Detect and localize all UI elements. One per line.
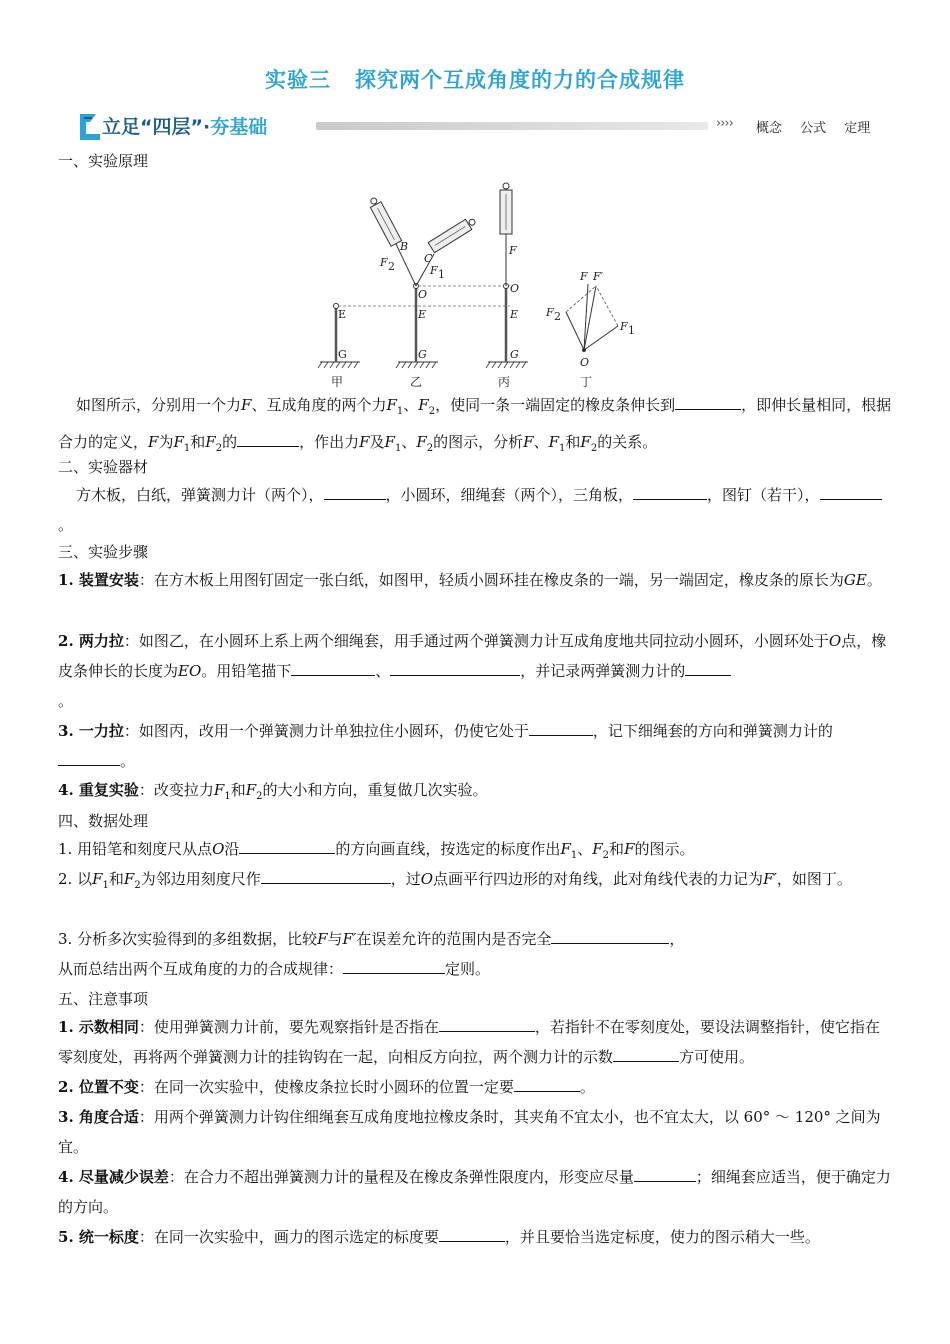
label-F2-ding: F (546, 306, 554, 319)
blank-data-1[interactable] (239, 839, 335, 854)
section-heading-steps: 三、实验步骤 (58, 543, 149, 561)
label-G-yi: G (418, 348, 427, 361)
label-F2-yi: F (380, 256, 388, 269)
blank-note4[interactable] (634, 1167, 696, 1182)
step-1: 1. 装置安装：在方木板上用图钉固定一张白纸，如图甲，轻质小圆环挂在橡皮条的一端，另一端固定，橡皮条的原长为GE。 (58, 571, 882, 589)
label-O-yi: O (418, 288, 428, 301)
step-4: 4. 重复实验：改变拉力$F_1$和$F_2$的大小和方向，重复做几次实验。 (58, 781, 488, 802)
blank-equipment-1[interactable] (324, 485, 386, 500)
blank-resultant[interactable] (237, 432, 299, 447)
label-F1-yi-sub: 1 (438, 268, 445, 281)
page-title (0, 64, 950, 94)
label-F2-ding-sub: 2 (554, 310, 561, 323)
equipment-paragraph: 方木板，白纸，弹簧测力计（两个）， ，小圆环，细绳套（两个），三角板， ，图钉（若干），。 (58, 480, 894, 540)
banner-text (102, 112, 267, 139)
caption-ding: 丁 (580, 375, 593, 389)
label-F-ding: F (580, 270, 588, 283)
banner-text-main: 立足“四层”· (102, 116, 211, 138)
figure-yi (367, 196, 478, 389)
section-heading-data: 四、数据处理 (58, 812, 149, 830)
label-F1-ding-sub: 1 (628, 324, 635, 337)
blank-stretch-position[interactable] (675, 395, 741, 410)
blank-equipment-3[interactable] (820, 485, 882, 500)
section-heading-equipment: 二、实验器材 (58, 458, 149, 476)
label-E-yi: E (418, 308, 427, 321)
label-F1-yi: F (430, 264, 438, 277)
label-E-jia: E (338, 308, 347, 321)
blank-data-4[interactable] (343, 959, 445, 974)
label-C: C (424, 252, 433, 265)
label-E-bing: E (510, 308, 519, 321)
blank-data-2[interactable] (261, 869, 391, 884)
blank-step3-2[interactable] (58, 751, 120, 766)
note-1: 1. 示数相同：使用弹簧测力计前，要先观察指针是否指在 ，若指针不在零刻度处，要设法调整指针，使它指在零刻度处，再将两个弹簧测力计的挂钩钩在一起，向相反方向拉，两个测力计的示数 方可使用。 (58, 1018, 880, 1066)
label-F1-ding: F (620, 320, 628, 333)
figure-bing (486, 183, 528, 389)
data-step-2: 2. 以$F_1$和$F_2$为邻边用刻度尺作 ，过O点画平行四边形的对角线，此对角线代表的力记为F′，如图丁。 (58, 870, 852, 891)
blank-data-3[interactable] (551, 929, 669, 944)
label-F2-yi-sub: 2 (388, 260, 395, 273)
note-4: 4. 尽量减少误差：在合力不超出弹簧测力计的量程及在橡皮条弹性限度内，形变应尽量 ；细绳套应适当，便于确定力的方向。 (58, 1168, 891, 1216)
section-heading-principle: 一、实验原理 (58, 152, 149, 170)
banner-divider-bar (316, 122, 708, 130)
note-3: 3. 角度合适：用两个弹簧测力计钩住细绳套互成角度地拉橡皮条时，其夹角不宜太小，也不宜太大，以 60° ～ 120° 之间为宜。 (58, 1108, 881, 1156)
label-G-jia: G (338, 348, 347, 361)
caption-bing: 丙 (498, 375, 511, 389)
label-G-bing: G (510, 348, 519, 361)
banner-tags: 概念 公式 定理 (756, 121, 871, 136)
banner-text-accent: 夯基础 (210, 116, 268, 138)
step-2: 2. 两力拉：如图乙，在小圆环上系上两个细绳套，用手通过两个弹簧测力计互成角度地共同拉动小圆环，小圆环处于O点，橡皮条伸长的长度为EO。用铅笔描下 、 ，并记录两弹簧测力计的 。 (58, 632, 887, 710)
experiment-figure (300, 180, 660, 392)
label-B: B (400, 240, 409, 253)
section-banner (74, 110, 886, 144)
banner-arrows-icon: ›››› (716, 116, 733, 131)
step-3: 3. 一力拉：如图丙，改用一个弹簧测力计单独拉住小圆环，仍使它处于 ，记下细绳套的方向和弹簧测力计的。 (58, 722, 833, 770)
section-heading-notes: 五、注意事项 (58, 990, 149, 1008)
blank-equipment-2[interactable] (633, 485, 707, 500)
caption-jia: 甲 (331, 375, 344, 389)
data-step-3: 3. 分析多次实验得到的多组数据，比较F与F′在误差允许的范围内是否完全 ， 从而总结出两个互成角度的力的合成规律： 定则。 (58, 930, 685, 978)
label-O-bing: O (510, 282, 520, 295)
title-part-1: 实验三 (265, 68, 331, 92)
note-5: 5. 统一标度：在同一次实验中，画力的图示选定的标度要 ，并且要恰当选定标度，使力的图示稍大一些。 (58, 1228, 820, 1246)
data-step-1: 1. 用铅笔和刻度尺从点O沿 的方向画直线，按选定的标度作出$F_1$、$F_2$和F的图示。 (58, 840, 695, 861)
blank-step2-1[interactable] (291, 661, 375, 676)
title-part-2: 探究两个互成角度的力的合成规律 (355, 68, 685, 92)
label-F-bing: F (509, 244, 517, 257)
figure-ding (545, 270, 635, 389)
caption-yi: 乙 (410, 375, 423, 389)
blank-note5[interactable] (439, 1227, 505, 1242)
figure-jia (318, 304, 360, 390)
label-Fprime-ding: F′ (593, 270, 604, 283)
blank-step3-1[interactable] (529, 721, 593, 736)
label-O-ding: O (580, 356, 590, 369)
note-2: 2. 位置不变：在同一次实验中，使橡皮条拉长时小圆环的位置一定要 。 (58, 1078, 595, 1096)
blank-note1-2[interactable] (613, 1047, 679, 1062)
principle-paragraph: 如图所示，分别用一个力F、互成角度的两个力$F_1$、$F_2$，使同一条一端固定的橡皮条伸长到 ，即伸长量相同，根据合力的定义，F为$F_1$和$F_2$的 ，作出力F及$F_1$、$F_2$的图示，分析F、$F_1$和$F_2$的关系。 (58, 396, 892, 454)
blank-note1-1[interactable] (439, 1017, 535, 1032)
blank-step2-3[interactable] (685, 661, 731, 676)
blank-note2[interactable] (514, 1077, 580, 1092)
blank-step2-2[interactable] (390, 661, 520, 676)
